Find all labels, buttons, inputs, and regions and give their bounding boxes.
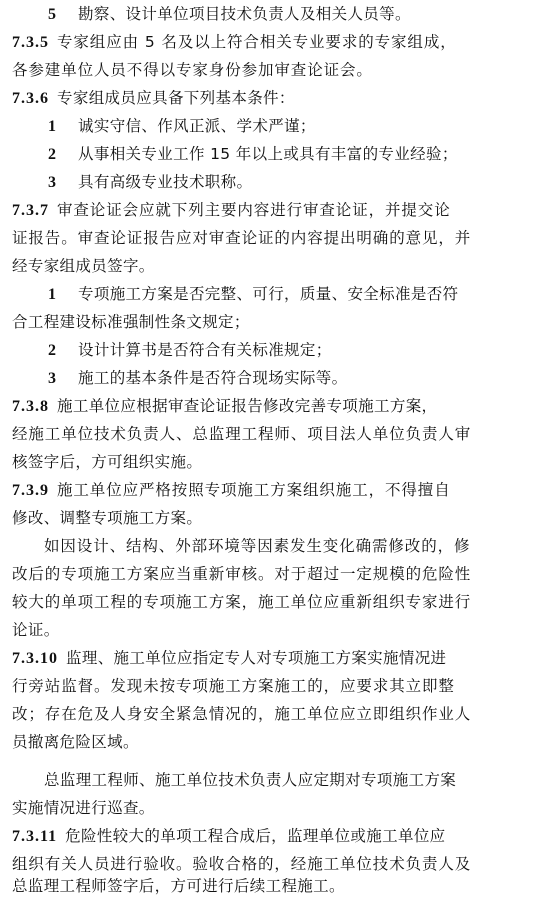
paragraph-line: 改；存在危及人身安全紧急情况的，施工单位应立即组织作业人 — [12, 705, 472, 723]
list-item: 1 专项施工方案是否完整、可行，质量、安全标准是否符 — [48, 285, 459, 303]
paragraph-line: 论证。 — [12, 621, 60, 639]
list-item: 2 从事相关专业工作 15 年以上或具有丰富的专业经验； — [48, 145, 458, 163]
paragraph-line: 实施情况进行巡查。 — [12, 799, 155, 817]
list-item: 3 施工的基本条件是否符合现场实际等。 — [48, 369, 348, 387]
list-item: 2 设计计算书是否符合有关标准规定； — [48, 341, 332, 359]
paragraph-line: 总监理工程师签字后，方可进行后续工程施工。 — [12, 877, 345, 895]
clause-7-3-11: 7.3.11 危险性较大的单项工程合成后，监理单位或施工单位应 — [12, 827, 446, 845]
clause-7-3-6: 7.3.6 专家组成员应具备下列基本条件： — [12, 89, 295, 107]
paragraph-line: 修改、调整专项施工方案。 — [12, 509, 203, 527]
paragraph-line: 改后的专项施工方案应当重新审核。对于超过一定规模的危险性 — [12, 565, 472, 583]
paragraph-line: 各参建单位人员不得以专家身份参加审查论证会。 — [12, 61, 373, 79]
paragraph-line: 员撤离危险区域。 — [12, 733, 139, 751]
paragraph-line: 如因设计、结构、外部环境等因素发生变化确需修改的，修 — [44, 537, 471, 555]
paragraph-line: 证报告。审查论证报告应对审查论证的内容提出明确的意见，并 — [12, 229, 472, 247]
paragraph-line: 行旁站监督。发现未按专项施工方案施工的，应要求其立即整 — [12, 677, 455, 695]
paragraph-line: 组织有关人员进行验收。验收合格的，经施工单位技术负责人及 — [12, 855, 472, 873]
paragraph-line: 经施工单位技术负责人、总监理工程师、项目法人单位负责人审 — [12, 425, 472, 443]
clause-7-3-5: 7.3.5 专家组应由 5 名及以上符合相关专业要求的专家组成， — [12, 33, 457, 51]
paragraph-line: 较大的单项工程的专项施工方案，施工单位应重新组织专家进行 — [12, 593, 472, 611]
clause-7-3-10: 7.3.10 监理、施工单位应指定专人对专项施工方案实施情况进 — [12, 649, 447, 667]
clause-7-3-7: 7.3.7 审查论证会应就下列主要内容进行审查论证，并提交论 — [12, 201, 451, 219]
paragraph-line: 合工程建设标准强制性条文规定； — [12, 313, 250, 331]
clause-7-3-8: 7.3.8 施工单位应根据审查论证报告修改完善专项施工方案， — [12, 397, 438, 415]
list-item: 1 诚实守信、作风正派、学术严谨； — [48, 117, 316, 135]
paragraph-line: 总监理工程师、施工单位技术负责人应定期对专项施工方案 — [44, 771, 457, 789]
paragraph-line: 核签字后，方可组织实施。 — [12, 453, 203, 471]
clause-7-3-9: 7.3.9 施工单位应严格按照专项施工方案组织施工，不得擅自 — [12, 481, 451, 499]
list-item: 3 具有高级专业技术职称。 — [48, 173, 253, 191]
list-item: 5 勘察、设计单位项目技术负责人及相关人员等。 — [48, 5, 411, 23]
paragraph-line: 经专家组成员签字。 — [12, 257, 155, 275]
